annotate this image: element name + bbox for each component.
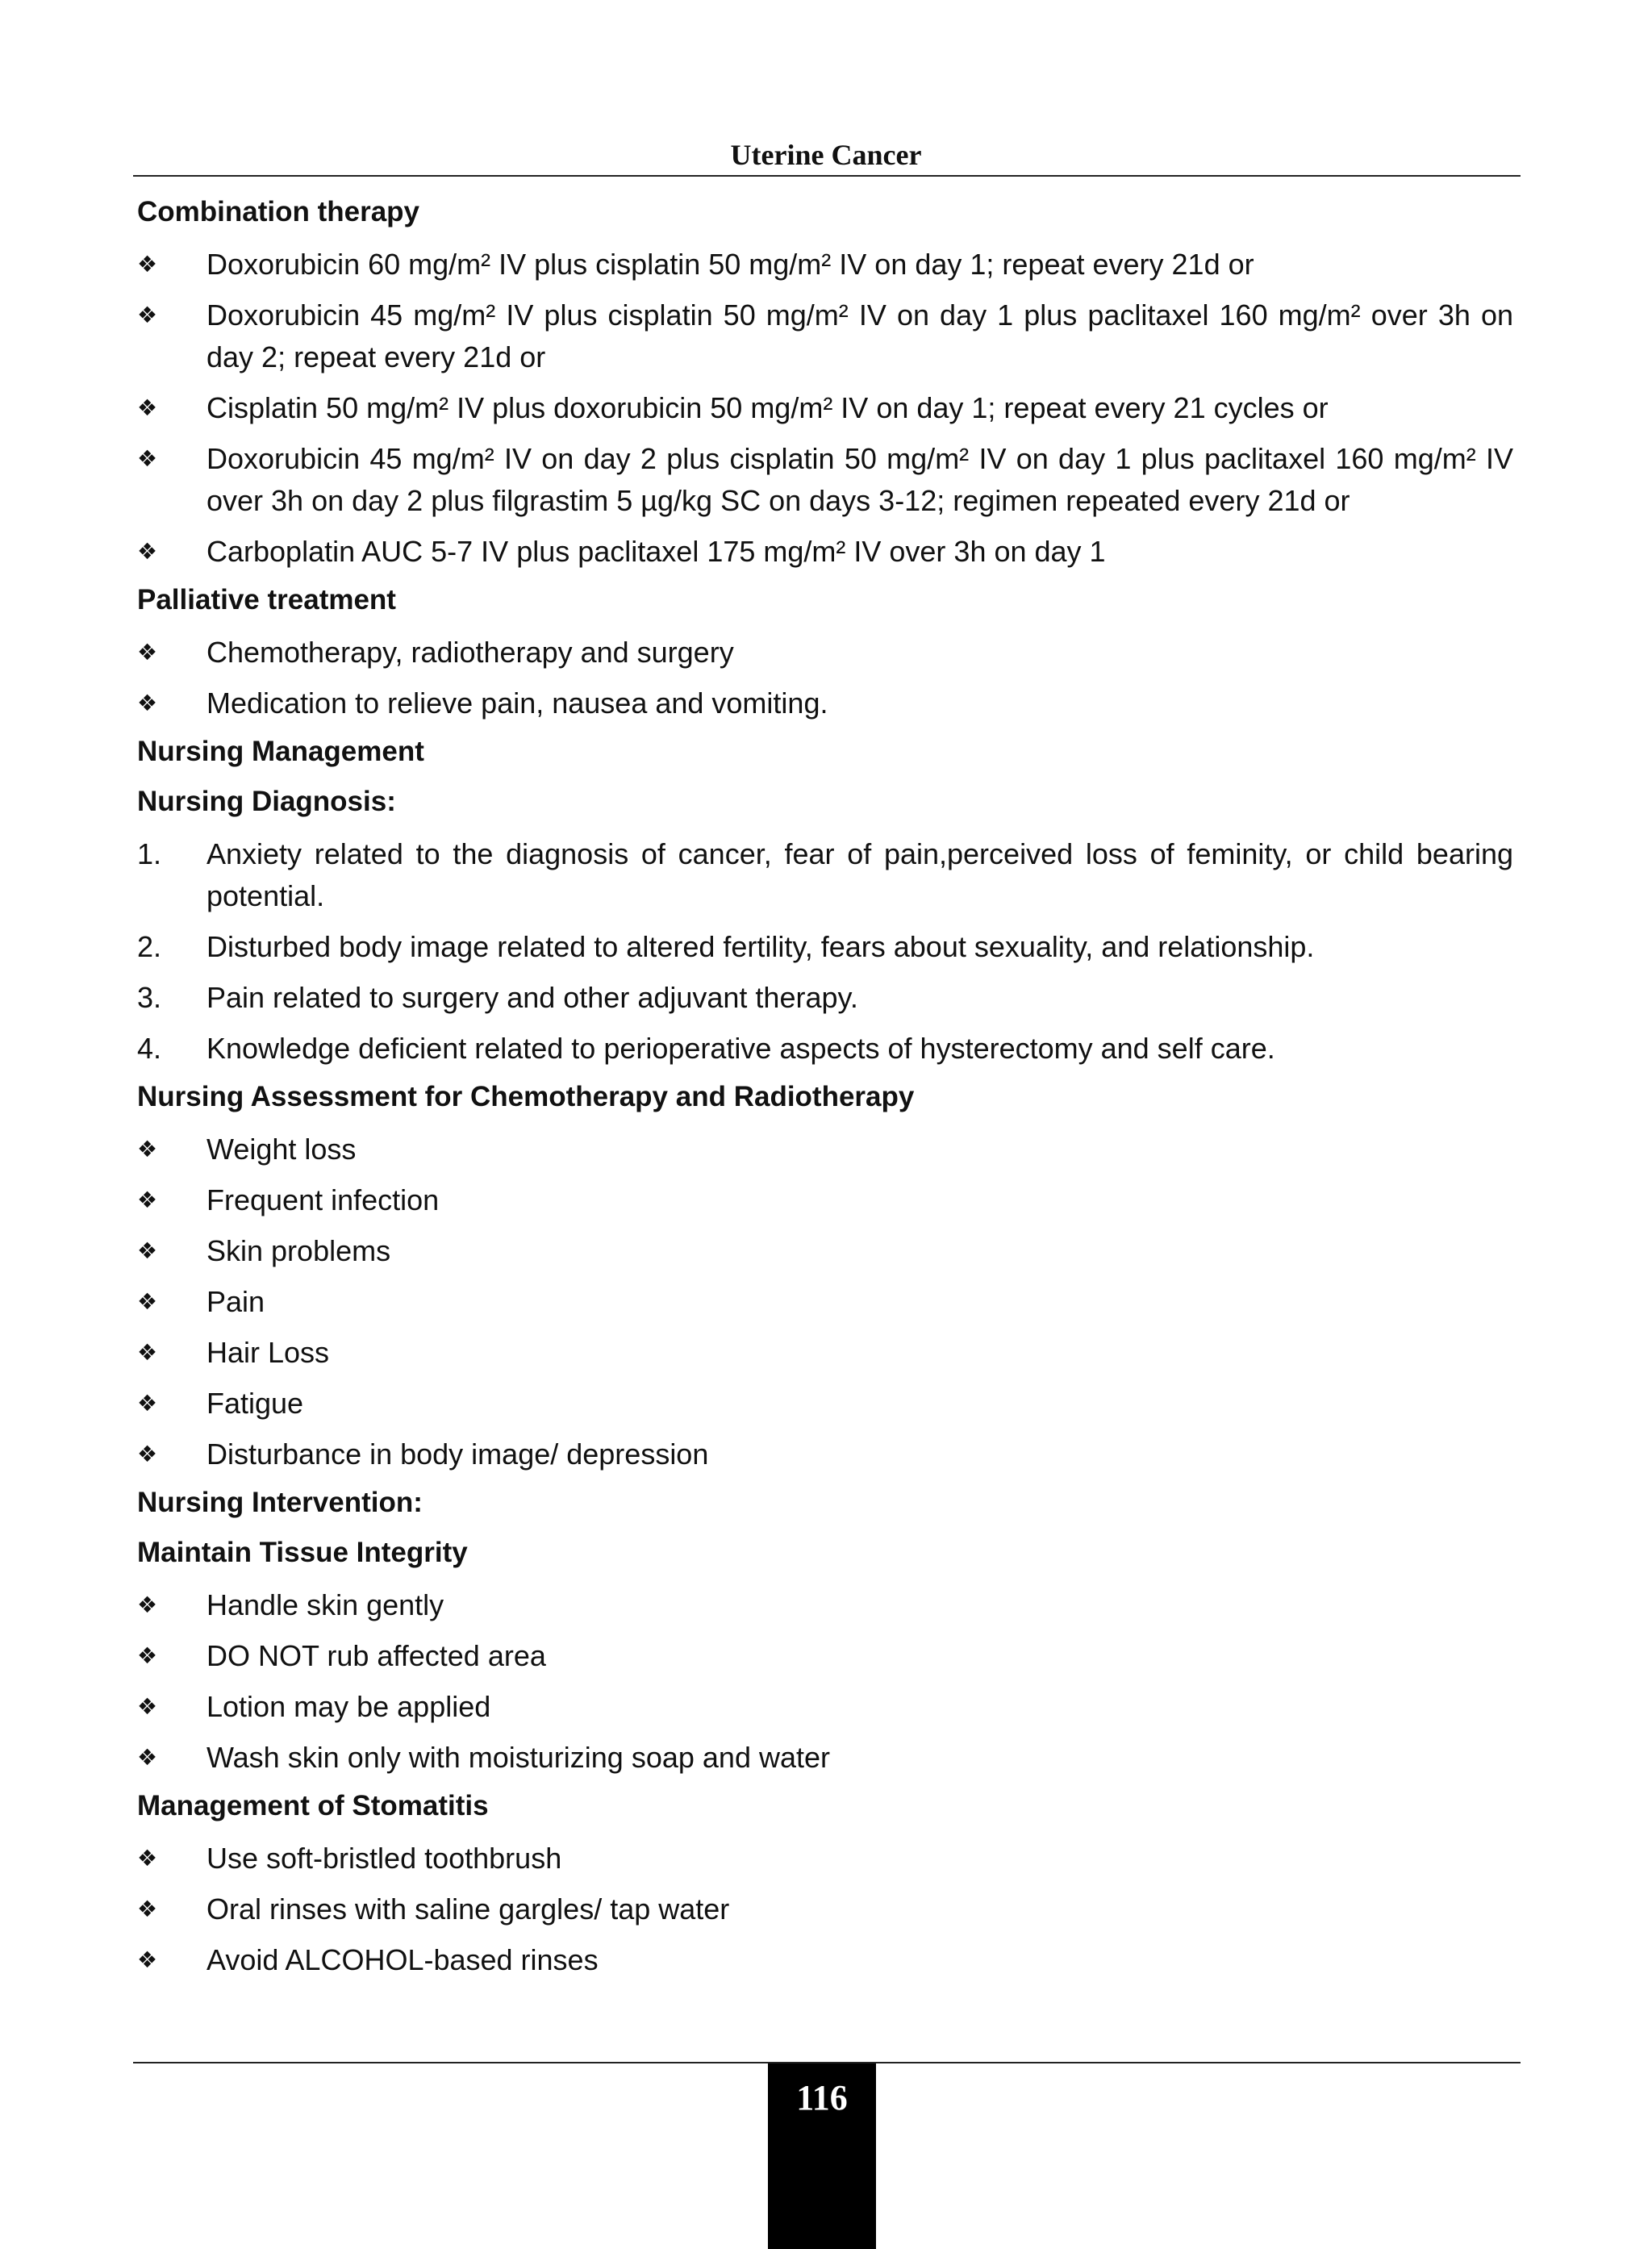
list-item-text: Chemotherapy, radiotherapy and surgery: [206, 636, 734, 669]
bullet-list-item: [137, 1281, 1513, 1323]
page-content: [137, 194, 1513, 1990]
list-item-text: Weight loss: [206, 1133, 357, 1166]
running-header: Uterine Cancer: [730, 139, 922, 171]
list-item-text: Doxorubicin 45 mg/m² IV plus cisplatin 50 mg/m² IV on day 1 plus paclitaxel 160 mg/m² over 3h on day 2; repeat every 21d or: [206, 298, 1513, 373]
section-heading: Nursing Intervention:: [137, 1487, 423, 1518]
page-number: 116: [796, 2078, 848, 2118]
list-number: 3.: [137, 981, 162, 1014]
numbered-list-item: [137, 833, 1513, 917]
bullet-list-item: [137, 1433, 1513, 1475]
diamond-bullet-icon: ❖: [137, 1390, 158, 1417]
list-item-text: Hair Loss: [206, 1336, 330, 1369]
list-item-text: Knowledge deficient related to perioperative aspects of hysterectomy and self care.: [206, 1032, 1275, 1065]
bullet-list-item: [137, 1939, 1513, 1981]
diamond-bullet-icon: ❖: [137, 1592, 158, 1618]
diamond-bullet-icon: ❖: [137, 1642, 158, 1669]
bullet-list-item: [137, 294, 1513, 378]
bullet-list-item: [137, 244, 1513, 286]
section-heading: Nursing Management: [137, 736, 424, 767]
bullet-list-item: [137, 1383, 1513, 1425]
bullet-list-item: [137, 1838, 1513, 1880]
diamond-bullet-icon: ❖: [137, 394, 158, 421]
list-item-text: Wash skin only with moisturizing soap and water: [206, 1741, 830, 1774]
bullet-list-item: [137, 1737, 1513, 1779]
numbered-list-item: [137, 977, 1513, 1019]
diamond-bullet-icon: ❖: [137, 251, 158, 277]
diamond-bullet-icon: ❖: [137, 639, 158, 666]
diamond-bullet-icon: ❖: [137, 1187, 158, 1213]
list-item-text: Handle skin gently: [206, 1588, 444, 1621]
diamond-bullet-icon: ❖: [137, 690, 158, 716]
diamond-bullet-icon: ❖: [137, 538, 158, 565]
section-heading: Nursing Diagnosis:: [137, 786, 396, 817]
bullet-list-item: [137, 387, 1513, 429]
list-item-text: Doxorubicin 45 mg/m² IV on day 2 plus cisplatin 50 mg/m² IV on day 1 plus paclitaxel 160 mg/m² IV over 3h on day 2 plus filgrastim 5 µg/kg SC on days 3-12; regimen repeated every 21d or: [206, 442, 1513, 517]
bullet-list-item: [137, 1179, 1513, 1221]
diamond-bullet-icon: ❖: [137, 1339, 158, 1366]
list-number: 4.: [137, 1032, 162, 1065]
list-item-text: Pain related to surgery and other adjuvant therapy.: [206, 981, 858, 1014]
list-item-text: Pain: [206, 1285, 265, 1318]
list-number: 2.: [137, 930, 162, 963]
list-item-text: Oral rinses with saline gargles/ tap water: [206, 1892, 730, 1926]
bullet-list-item: [137, 1129, 1513, 1170]
list-item-text: Doxorubicin 60 mg/m² IV plus cisplatin 50 mg/m² IV on day 1; repeat every 21d or: [206, 248, 1254, 281]
page-number-tab: [768, 2063, 876, 2249]
diamond-bullet-icon: ❖: [137, 1441, 158, 1467]
list-item-text: Skin problems: [206, 1234, 391, 1267]
bullet-list-item: [137, 1686, 1513, 1728]
bullet-list-item: [137, 1888, 1513, 1930]
list-item-text: Anxiety related to the diagnosis of cancer, fear of pain,perceived loss of feminity, or child bearing potential.: [206, 837, 1513, 912]
list-item-text: DO NOT rub affected area: [206, 1639, 546, 1672]
diamond-bullet-icon: ❖: [137, 1136, 158, 1162]
diamond-bullet-icon: ❖: [137, 1744, 158, 1771]
diamond-bullet-icon: ❖: [137, 1946, 158, 1973]
diamond-bullet-icon: ❖: [137, 302, 158, 328]
section-heading: Palliative treatment: [137, 584, 396, 615]
bullet-list-item: [137, 1332, 1513, 1374]
bullet-list-item: [137, 632, 1513, 674]
diamond-bullet-icon: ❖: [137, 1845, 158, 1871]
numbered-list-item: [137, 926, 1513, 968]
list-number: 1.: [137, 837, 162, 870]
bullet-list-item: [137, 438, 1513, 522]
diamond-bullet-icon: ❖: [137, 1896, 158, 1922]
numbered-list-item: [137, 1028, 1513, 1070]
diamond-bullet-icon: ❖: [137, 1693, 158, 1720]
list-item-text: Use soft-bristled toothbrush: [206, 1842, 562, 1875]
section-heading: Nursing Assessment for Chemotherapy and Radiotherapy: [137, 1081, 915, 1112]
section-heading: Maintain Tissue Integrity: [137, 1537, 468, 1568]
bullet-list-item: [137, 1230, 1513, 1272]
bullet-list-item: [137, 1635, 1513, 1677]
list-item-text: Avoid ALCOHOL-based rinses: [206, 1943, 599, 1976]
diamond-bullet-icon: ❖: [137, 1237, 158, 1264]
bullet-list-item: [137, 1584, 1513, 1626]
list-item-text: Carboplatin AUC 5-7 IV plus paclitaxel 175 mg/m² IV over 3h on day 1: [206, 535, 1106, 568]
bullet-list-item: [137, 682, 1513, 724]
list-item-text: Cisplatin 50 mg/m² IV plus doxorubicin 50 mg/m² IV on day 1; repeat every 21 cycles or: [206, 391, 1329, 424]
list-item-text: Frequent infection: [206, 1183, 440, 1216]
list-item-text: Disturbed body image related to altered fertility, fears about sexuality, and relationship.: [206, 930, 1315, 963]
diamond-bullet-icon: ❖: [137, 445, 158, 472]
list-item-text: Medication to relieve pain, nausea and vomiting.: [206, 686, 828, 720]
list-item-text: Lotion may be applied: [206, 1690, 491, 1723]
section-heading: Management of Stomatitis: [137, 1790, 489, 1821]
header-rule: [133, 175, 1521, 177]
bullet-list-item: [137, 531, 1513, 573]
list-item-text: Fatigue: [206, 1387, 304, 1420]
section-heading: Combination therapy: [137, 196, 420, 227]
diamond-bullet-icon: ❖: [137, 1288, 158, 1315]
list-item-text: Disturbance in body image/ depression: [206, 1437, 709, 1471]
